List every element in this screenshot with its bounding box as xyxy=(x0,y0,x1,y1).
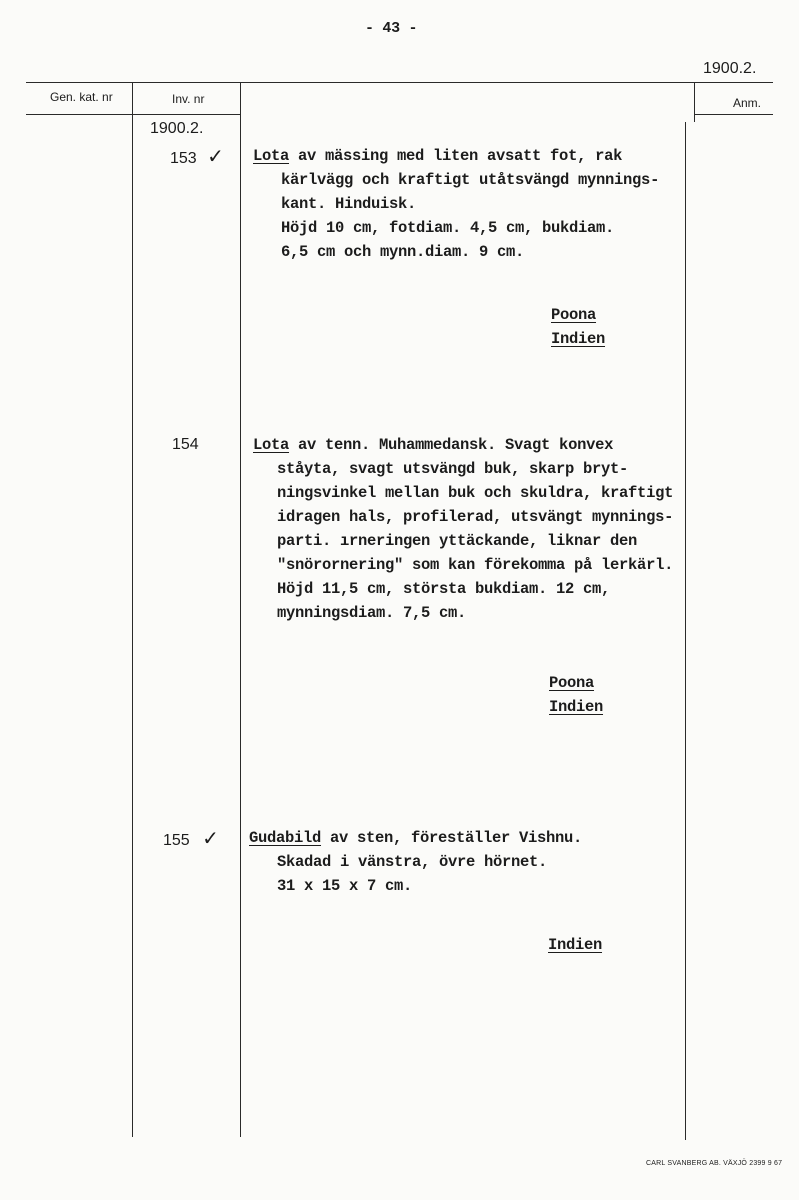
entry-first-line: av mässing med liten avsatt fot, rak xyxy=(289,147,623,165)
inv-number-153 xyxy=(170,144,224,168)
entry-first-line: av tenn. Muhammedansk. Svagt konvex xyxy=(289,436,614,454)
inv-number: 154 xyxy=(172,436,199,453)
entry-line: parti. ırneringen yttäckande, liknar den xyxy=(277,532,638,550)
entry-title: Gudabild xyxy=(249,829,322,847)
inv-number: 155 xyxy=(163,832,190,849)
entry-153-text xyxy=(253,144,659,264)
entry-line: mynningsdiam. 7,5 cm. xyxy=(277,604,467,622)
entry-line: Höjd 11,5 cm, största bukdiam. 12 cm, xyxy=(277,580,611,598)
year-top-right: 1900.2. xyxy=(703,60,757,77)
entry-line: ståyta, svagt utsvängd buk, skarp bryt- xyxy=(277,460,629,478)
entry-first-line: av sten, föreställer Vishnu. xyxy=(321,829,583,847)
entry-155-places xyxy=(548,933,602,957)
entry-title: Lota xyxy=(253,436,290,454)
page-number: - 43 - xyxy=(365,20,418,37)
entry-155-text xyxy=(249,826,582,898)
entry-153-places xyxy=(551,303,605,351)
place-poona: Poona xyxy=(549,674,595,692)
column-divider-2 xyxy=(240,82,241,1137)
footer-printer-mark: CARL SVANBERG AB. VÄXJÖ 2399 9 67 xyxy=(646,1160,783,1167)
place-poona: Poona xyxy=(551,306,597,324)
place-indien: Indien xyxy=(551,330,606,348)
entry-154-text xyxy=(253,433,673,625)
entry-title: Lota xyxy=(253,147,290,165)
entry-line: ningsvinkel mellan buk och skuldra, kraftigt xyxy=(277,484,674,502)
place-indien: Indien xyxy=(549,698,604,716)
header-gen-kat: Gen. kat. nr xyxy=(50,90,113,104)
entry-line: kant. Hinduisk. xyxy=(281,195,417,213)
header-bottom-border-right xyxy=(694,114,773,115)
entry-154-places xyxy=(549,671,603,719)
place-indien: Indien xyxy=(548,936,603,954)
inv-number-155 xyxy=(163,826,219,850)
checkmark-icon: ✓ xyxy=(202,826,219,850)
entry-line: 6,5 cm och mynn.diam. 9 cm. xyxy=(281,243,525,261)
column-divider-3-lower xyxy=(685,122,686,1140)
inv-number: 153 xyxy=(170,150,197,167)
entry-line: Skadad i vänstra, övre hörnet. xyxy=(277,853,548,871)
header-bottom-border xyxy=(26,114,240,115)
header-inv: Inv. nr xyxy=(172,92,205,106)
inv-number-154 xyxy=(172,436,199,454)
entry-line: idragen hals, profilerad, utsvängt mynnings- xyxy=(277,508,674,526)
entry-line: kärlvägg och kraftigt utåtsvängd mynnings- xyxy=(281,171,660,189)
checkmark-icon: ✓ xyxy=(207,144,224,168)
entry-line: "snörornering" som kan förekomma på lerkärl. xyxy=(277,556,674,574)
entry-line: 31 x 15 x 7 cm. xyxy=(277,877,413,895)
header-anm: Anm. xyxy=(733,96,762,110)
entry-line: Höjd 10 cm, fotdiam. 4,5 cm, bukdiam. xyxy=(281,219,615,237)
table-top-border xyxy=(26,82,773,83)
year-in-table: 1900.2. xyxy=(150,120,204,137)
column-divider-1 xyxy=(132,82,133,1137)
column-divider-3 xyxy=(694,82,695,122)
